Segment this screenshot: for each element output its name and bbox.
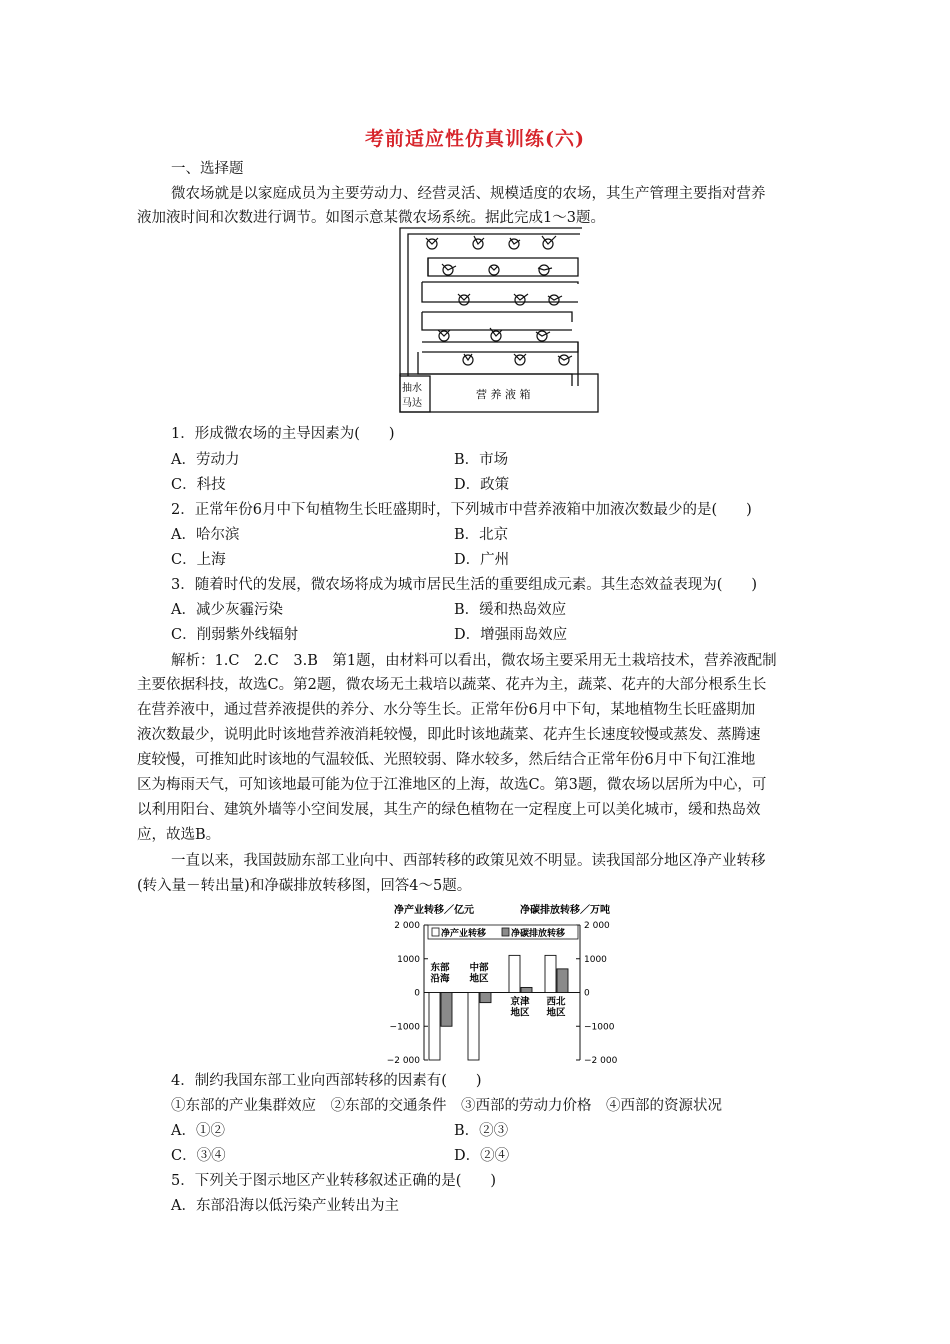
page-title: 考前适应性仿真训练(六) bbox=[365, 128, 585, 150]
right-tick-label: −2 000 bbox=[584, 1056, 618, 1066]
bar-industry-2 bbox=[509, 955, 520, 992]
q4-option-d: D．②④ bbox=[454, 1148, 510, 1164]
category-label: 东部 bbox=[430, 962, 450, 974]
legend-swatch-industry bbox=[432, 928, 439, 936]
q2-option-a: A．哈尔滨 bbox=[171, 527, 240, 543]
bar-industry-0 bbox=[429, 993, 440, 1061]
analysis-line: 应，故选B。 bbox=[137, 827, 221, 843]
category-label: 京津 bbox=[510, 996, 530, 1008]
q4-options-line: ①东部的产业集群效应 ②东部的交通条件 ③西部的劳动力价格 ④西部的资源状况 bbox=[171, 1098, 722, 1114]
bar-carbon-3 bbox=[557, 969, 568, 993]
category-label: 地区 bbox=[546, 1007, 566, 1019]
analysis-line: 主要依据科技，故选C。第2题，微农场无土栽培以蔬菜、花卉为主，蔬菜、花卉的大部分根系生长 bbox=[137, 677, 767, 693]
left-tick-label: 2 000 bbox=[394, 921, 420, 931]
q2-option-d: D．广州 bbox=[454, 552, 510, 568]
q5-stem: 5．下列关于图示地区产业转移叙述正确的是( ) bbox=[171, 1173, 497, 1189]
micro-farm-diagram bbox=[392, 226, 604, 416]
category-label: 地区 bbox=[510, 1007, 530, 1019]
tank-label: 营 养 液 箱 bbox=[476, 388, 531, 401]
bar-carbon-2 bbox=[521, 987, 532, 992]
q2-stem: 2．正常年份6月中下旬植物生长旺盛期时，下列城市中营养液箱中加液次数最少的是( ) bbox=[171, 502, 752, 518]
category-label: 地区 bbox=[469, 973, 489, 985]
intro1-line1: 微农场就是以家庭成员为主要劳动力、经营灵活、规模适度的农场，其生产管理主要指对营养 bbox=[171, 186, 766, 202]
q1-option-a: A．劳动力 bbox=[171, 452, 240, 468]
section-heading: 一、选择题 bbox=[171, 161, 244, 177]
analysis-line: 在营养液中，通过营养液提供的养分、水分等生长。正常年份6月中下旬，某地植物生长旺盛期加 bbox=[137, 702, 756, 718]
pump-label-1: 抽水 bbox=[402, 383, 422, 394]
q3-stem: 3．随着时代的发展，微农场将成为城市居民生活的重要组成元素。其生态效益表现为( ) bbox=[171, 577, 758, 593]
right-axis-title: 净碳排放转移／万吨 bbox=[520, 905, 610, 916]
analysis-line: 以利用阳台、建筑外墙等小空间发展，其生产的绿色植物在一定程度上可以美化城市，缓和热岛效 bbox=[137, 802, 761, 818]
bar-industry-1 bbox=[468, 993, 479, 1061]
q3-option-c: C．削弱紫外线辐射 bbox=[171, 627, 299, 643]
q3-option-d: D．增强雨岛效应 bbox=[454, 627, 568, 643]
category-label: 西北 bbox=[546, 996, 566, 1008]
q5-option-a: A．东部沿海以低污染产业转出为主 bbox=[171, 1198, 399, 1214]
intro2-line2: (转入量－转出量)和净碳排放转移图，回答4～5题。 bbox=[137, 878, 472, 894]
q1-option-b: B．市场 bbox=[454, 452, 509, 468]
left-tick-label: −2 000 bbox=[386, 1056, 420, 1066]
analysis-line: 度较慢，可推知此时该地的气温较低、光照较弱、降水较多，然后结合正常年份6月中下旬江淮地 bbox=[137, 752, 756, 768]
category-label: 中部 bbox=[469, 962, 489, 974]
right-tick-label: 1000 bbox=[584, 954, 607, 965]
pump-label-2: 马达 bbox=[402, 398, 422, 409]
analysis-line: 区为梅雨天气，可知该地最可能为位于江淮地区的上海，故选C。第3题，微农场以居所为中心，可 bbox=[137, 777, 767, 793]
left-axis-title: 净产业转移／亿元 bbox=[394, 905, 474, 916]
bar-industry-3 bbox=[545, 955, 556, 992]
right-tick-label: −1000 bbox=[584, 1022, 615, 1033]
intro2-line1: 一直以来，我国鼓励东部工业向中、西部转移的政策见效不明显。读我国部分地区净产业转移 bbox=[171, 853, 766, 869]
q4-option-b: B．②③ bbox=[454, 1123, 509, 1139]
q4-stem: 4．制约我国东部工业向西部转移的因素有( ) bbox=[171, 1073, 482, 1089]
q2-option-c: C．上海 bbox=[171, 552, 226, 568]
q2-option-b: B．北京 bbox=[454, 527, 509, 543]
q1-option-d: D．政策 bbox=[454, 477, 510, 493]
category-label: 沿海 bbox=[430, 973, 450, 985]
bar-carbon-0 bbox=[441, 993, 452, 1027]
q4-option-c: C．③④ bbox=[171, 1148, 226, 1164]
left-tick-label: 0 bbox=[414, 988, 420, 999]
right-tick-label: 0 bbox=[584, 988, 590, 999]
q4-option-a: A．①② bbox=[171, 1123, 225, 1139]
q1-stem: 1．形成微农场的主导因素为( ) bbox=[171, 426, 395, 442]
q1-option-c: C．科技 bbox=[171, 477, 226, 493]
legend-swatch-carbon bbox=[502, 928, 509, 936]
bar-carbon-1 bbox=[480, 993, 491, 1003]
q3-option-b: B．缓和热岛效应 bbox=[454, 602, 567, 618]
q3-option-a: A．减少灰霾污染 bbox=[171, 602, 283, 618]
right-tick-label: 2 000 bbox=[584, 921, 610, 931]
intro1-line2: 液加液时间和次数进行调节。如图示意某微农场系统。据此完成1～3题。 bbox=[137, 210, 605, 226]
analysis-line: 解析：1.C 2.C 3.B 第1题，由材料可以看出，微农场主要采用无土栽培技术，营养液配制 bbox=[171, 653, 777, 669]
left-tick-label: −1000 bbox=[389, 1022, 420, 1033]
left-tick-label: 1000 bbox=[397, 954, 420, 965]
transfer-bar-chart bbox=[380, 900, 620, 1066]
analysis-line: 液次数最少，说明此时该地营养液消耗较慢，即此时该地蔬菜、花卉生长速度较慢或蒸发、蒸腾速 bbox=[137, 727, 761, 743]
legend-label-carbon: 净碳排放转移 bbox=[511, 929, 566, 939]
legend-label-industry: 净产业转移 bbox=[441, 929, 487, 939]
